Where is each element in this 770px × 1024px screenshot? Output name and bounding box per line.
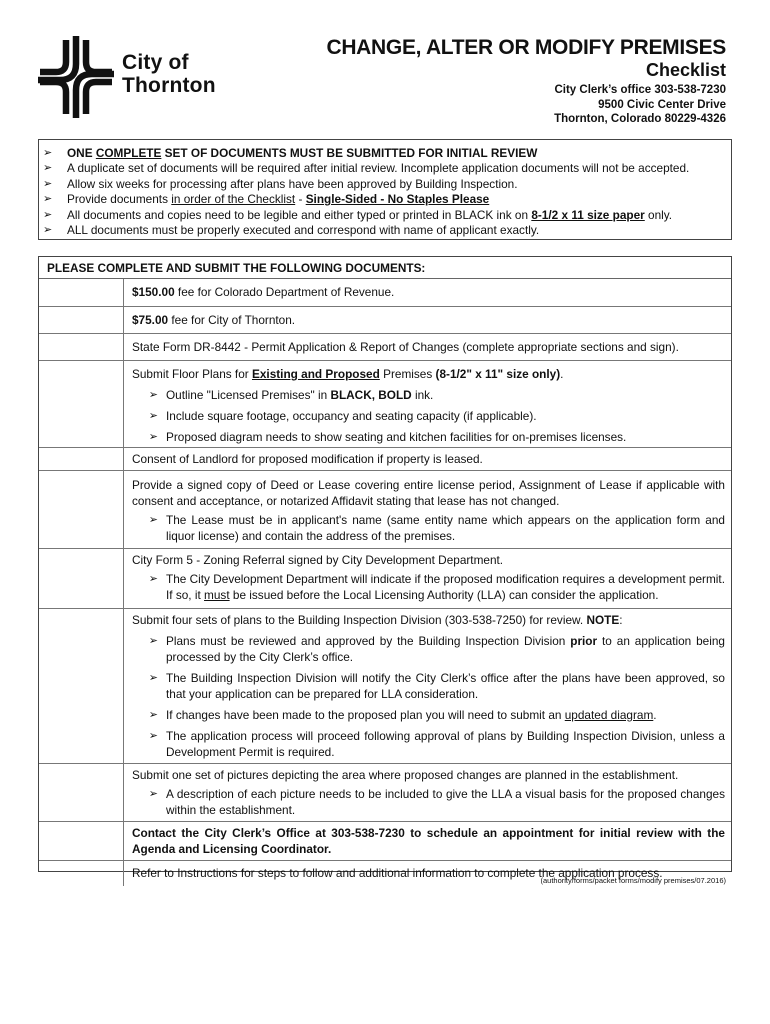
sub-item: ➢ Plans must be reviewed and approved by the Building Inspection Division prior to an application being processed by the City Clerk’s office.	[132, 633, 725, 665]
checklist-row: $150.00 fee for Colorado Department of Revenue.	[39, 279, 731, 307]
arrow-bullet-icon: ➢	[43, 208, 53, 221]
check-cell[interactable]	[39, 822, 124, 860]
arrow-bullet-icon: ➢	[148, 635, 158, 647]
check-cell[interactable]	[39, 609, 124, 763]
check-cell[interactable]	[39, 471, 124, 548]
checklist-row: City Form 5 - Zoning Referral signed by City Development Department. ➢ The City Development Department will indicate if the proposed modification requires a development permit. If so, it must be issued before the Local Licensing Authority (LLA) can consider the application.	[39, 549, 731, 609]
checklist-row: Submit four sets of plans to the Building Inspection Division (303-538-7250) for review. NOTE: ➢ Plans must be reviewed and approved by the Building Inspection Division prior to an application being processed by the City Clerk’s office. ➢ The Building Inspection Division will notify the City Clerk’s office after the plans have been approved, so that your application can be prepared for LLA consideration. ➢ If changes have been made to the proposed plan you will need to submit an updated diagram. ➢ The application process will proceed following approval of plans by Building Inspection Division, unless a Development Permit is required.	[39, 609, 731, 764]
checklist-row: Submit Floor Plans for Existing and Proposed Premises (8-1/2" x 11" size only). ➢ Outline "Licensed Premises" in BLACK, BOLD ink. ➢ Include square footage, occupancy and seating capacity (if applicable). ➢ Proposed diagram needs to show seating and kitchen facilities for on-premises licenses.	[39, 361, 731, 448]
arrow-bullet-icon: ➢	[43, 224, 53, 237]
arrow-bullet-icon: ➢	[148, 389, 158, 401]
checklist-table	[38, 256, 732, 880]
note-item: ➢ A duplicate set of documents will be required after initial review. Incomplete application documents will not be accepted.	[43, 161, 690, 176]
checklist-row: Refer to Instructions for steps to follow and additional information to complete the application process.	[39, 861, 731, 886]
arrow-bullet-icon: ➢	[43, 147, 53, 159]
check-cell[interactable]	[39, 861, 124, 886]
check-cell[interactable]	[39, 361, 124, 447]
check-cell[interactable]	[39, 279, 124, 306]
instructions-box	[38, 139, 732, 240]
sub-item: ➢ The application process will proceed following approval of plans by Building Inspection Division, unless a Development Permit is required.	[132, 728, 725, 760]
note-item: ➢ Allow six weeks for processing after plans have been approved by Building Inspection.	[43, 176, 518, 191]
arrow-bullet-icon: ➢	[43, 177, 53, 190]
checklist-row: Consent of Landlord for proposed modification if property is leased.	[39, 448, 731, 471]
sub-item: ➢ The Building Inspection Division will notify the City Clerk’s office after the plans have been approved, so that your application can be prepared for LLA consideration.	[132, 670, 725, 702]
office-city: Thornton, Colorado 80229-4326	[554, 113, 726, 125]
arrow-bullet-icon: ➢	[148, 431, 158, 443]
arrow-bullet-icon: ➢	[148, 573, 158, 585]
checklist-row: Submit one set of pictures depicting the area where proposed changes are planned in the establishment. ➢ A description of each picture needs to be included to give the LLA a visual basis for the proposed changes within the establishment.	[39, 764, 731, 822]
city-emblem-icon	[36, 34, 116, 120]
note-item: ➢ Provide documents in order of the Checklist - Single-Sided - No Staples Please	[43, 192, 490, 207]
arrow-bullet-icon: ➢	[148, 514, 158, 526]
sub-item: ➢ Include square footage, occupancy and seating capacity (if applicable).	[132, 408, 725, 424]
document-title: CHANGE, ALTER OR MODIFY PREMISES	[326, 36, 726, 59]
arrow-bullet-icon: ➢	[148, 672, 158, 684]
note-item: ➢ All documents and copies need to be legible and either typed or printed in BLACK ink on 8-1/2 x 11 size paper only.	[43, 207, 673, 222]
footer-reference: (authority/forms/packet forms/modify premises/07.2016)	[540, 876, 726, 885]
logo-text-line2: Thornton	[122, 74, 216, 97]
checklist-row: State Form DR-8442 - Permit Application & Report of Changes (complete appropriate sections and sign).	[39, 334, 731, 361]
check-cell[interactable]	[39, 764, 124, 821]
arrow-bullet-icon: ➢	[148, 788, 158, 800]
check-cell[interactable]	[39, 549, 124, 608]
arrow-bullet-icon: ➢	[43, 162, 53, 175]
sub-item: ➢ The Lease must be in applicant's name (same entity name which appears on the application form and liquor license) and contain the address of the premises.	[132, 512, 725, 544]
sub-item: ➢ The City Development Department will indicate if the proposed modification requires a development permit. If so, it must be issued before the Local Licensing Authority (LLA) can consider the application.	[132, 571, 725, 603]
checklist-row: Contact the City Clerk’s Office at 303-538-7230 to schedule an appointment for initial review with the Agenda and Licensing Coordinator.	[39, 822, 731, 861]
office-phone: City Clerk’s office 303-538-7230	[554, 84, 726, 96]
checklist-row: $75.00 fee for City of Thornton.	[39, 307, 731, 334]
city-logo	[36, 34, 236, 124]
document-subtitle: Checklist	[645, 60, 726, 80]
note-item: ➢ ONE COMPLETE SET OF DOCUMENTS MUST BE SUBMITTED FOR INITIAL REVIEW	[43, 146, 538, 160]
arrow-bullet-icon: ➢	[43, 193, 53, 206]
contact-block	[554, 83, 726, 127]
check-cell[interactable]	[39, 307, 124, 333]
arrow-bullet-icon: ➢	[148, 730, 158, 742]
checklist-row: Provide a signed copy of Deed or Lease covering entire license period, Assignment of Lease if applicable with consent and acceptance, or notarized Affidavit stating that lease has not changed. ➢ The Lease must be in applicant's name (same entity name which appears on the application form and liquor license) and contain the address of the premises.	[39, 471, 731, 549]
office-address: 9500 Civic Center Drive	[598, 98, 726, 111]
sub-item: ➢ Proposed diagram needs to show seating and kitchen facilities for on-premises licenses.	[132, 429, 725, 445]
sub-item: ➢ If changes have been made to the proposed plan you will need to submit an updated diagram.	[132, 707, 725, 723]
check-cell[interactable]	[39, 334, 124, 360]
arrow-bullet-icon: ➢	[148, 709, 158, 721]
table-heading: PLEASE COMPLETE AND SUBMIT THE FOLLOWING DOCUMENTS:	[39, 257, 731, 279]
sub-item: ➢ A description of each picture needs to be included to give the LLA a visual basis for the proposed changes within the establishment.	[132, 786, 725, 818]
check-cell[interactable]	[39, 448, 124, 470]
sub-item: ➢ Outline "Licensed Premises" in BLACK, BOLD ink.	[132, 387, 725, 403]
arrow-bullet-icon: ➢	[148, 410, 158, 422]
logo-text-line1: City of	[122, 51, 189, 74]
note-item: ➢ ALL documents must be properly executed and correspond with name of applicant exactly.	[43, 223, 540, 238]
